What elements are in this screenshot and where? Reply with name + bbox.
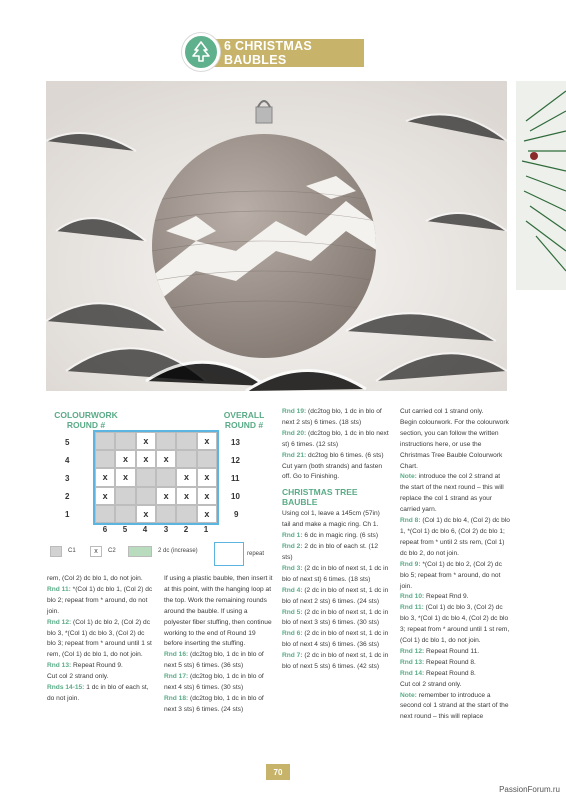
chart-cell [156,505,176,523]
legend-c2 [90,545,116,557]
instruction-text: (2 dc in blo of next st, 1 dc in blo of next st) 6 times. (18 sts) [282,564,389,583]
instruction-paragraph [400,691,510,724]
column-number: 5 [122,525,128,534]
chart-cell [136,468,156,486]
c2-swatch: x [90,546,102,557]
round-label: Rnd 3: [282,564,303,572]
column-number: 1 [203,525,209,534]
chart-cell [115,505,135,523]
legend-repeat-label: repeat [247,551,265,557]
instruction-text: (Col 1) dc blo 2, (Col 2) dc blo 3, *(Col 1) dc blo 3, (Col 2) dc blo 3; repeat from * around until 1 st rem, (Col 1) dc blo 1, do not join. [47,618,152,659]
chart-cell: x [197,432,217,450]
chart-cell [115,487,135,505]
overall-round-title: OVERALL ROUND # [223,410,265,430]
round-label: Rnd 5: [282,608,303,616]
text-column-1 [47,574,155,705]
round-label: Rnd 13: [400,658,425,666]
instruction-paragraph [282,462,390,484]
round-label: Rnd 11: [47,585,71,593]
pine-branch-photo [516,81,566,290]
overall-round-10: 10 [231,492,240,501]
round-label: Note: [400,473,417,481]
round-label: Rnd 1: [282,532,303,540]
overall-round-11: 11 [231,474,240,483]
instruction-paragraph [282,629,390,651]
chart-cell: x [197,505,217,523]
legend-c2-label: C2 [108,548,116,554]
colourwork-round-4: 4 [65,456,70,465]
instruction-paragraph [400,407,510,418]
column-number: 6 [102,525,108,534]
chart-cell [176,505,196,523]
instruction-paragraph [400,592,510,603]
page-number: 70 [266,764,290,780]
chart-cell: x [176,487,196,505]
instruction-paragraph [282,509,390,531]
instruction-paragraph [164,694,274,716]
instruction-paragraph [47,672,155,683]
chart-cell: x [136,505,156,523]
instruction-paragraph [400,647,510,658]
c1-swatch [50,546,62,557]
chart-cell [95,505,115,523]
instruction-paragraph [47,585,155,618]
instruction-paragraph [400,603,510,647]
round-label: Rnds 14-15: [47,684,85,692]
column-number: 4 [142,525,148,534]
legend-c1 [50,545,76,557]
instruction-text: Begin colourwork. For the colourwork section, you can follow the written instructions here, or use the Christmas Tree Bauble Colourwork Chart. [400,418,509,470]
instruction-text: (dc2tog blo, 1 dc in blo next st) 6 times. (12 sts) [282,429,389,448]
instruction-text: (2 dc in blo of next st, 1 dc in blo of next 4 sts) 6 times. (36 sts) [282,630,389,649]
instruction-paragraph [282,451,390,462]
chart-cell: x [197,487,217,505]
instruction-paragraph [400,418,510,473]
instruction-text: *(Col 1) dc blo 2, (Col 2) dc blo 5; repeat from * around, do not join. [400,560,502,590]
chart-cell [95,432,115,450]
legend-increase [128,545,198,557]
chart-cell: x [136,450,156,468]
instruction-text: (Col 1) dc blo 3, (Col 2) dc blo 3, *(Col 1) dc blo 4, (Col 2) dc blo 3; repeat from * around until 1 st rem, (Col 1) dc blo 1, do not join. [400,604,510,645]
instruction-paragraph [282,531,390,542]
text-column-3 [282,407,390,673]
instruction-text: Repeat Round 11. [426,647,480,655]
instruction-text: Cut carried col 1 strand only. [400,408,484,415]
instruction-paragraph [282,407,390,429]
instruction-text: (2 dc in blo of next st, 1 dc in blo of next 2 sts) 6 times. (24 sts) [282,586,389,605]
chart-cell [176,450,196,468]
instruction-paragraph [282,586,390,608]
instruction-text: introduce the col 2 strand at the start of the next round – this will replace the col 1 strand as your carried yarn. [400,473,504,514]
chart-cell: x [115,450,135,468]
chart-cell: x [95,468,115,486]
round-label: Rnd 10: [400,593,425,601]
instruction-text: 1 dc in blo of each st, do not join. [47,684,149,702]
instruction-text: Cut col 2 strand only. [47,673,109,681]
round-label: Rnd 12: [47,618,72,626]
colourwork-chart-grid [95,432,217,523]
round-label: Rnd 14: [400,669,425,677]
round-label: Rnd 8: [400,517,421,525]
instruction-text: Repeat Round 8. [426,669,476,677]
instruction-text: rem, (Col 2) dc blo 1, do not join. [47,575,143,582]
chart-cell: x [197,468,217,486]
instruction-paragraph [282,651,390,673]
instruction-text: (dc2tog blo, 1 dc in blo of next 3 sts) 6 times. (24 sts) [164,694,264,713]
instruction-paragraph [400,472,510,516]
instruction-text: (2 dc in blo of next st, 1 dc in blo of next 3 sts) 6 times. (30 sts) [282,608,389,627]
instruction-paragraph [282,608,390,630]
instruction-text: (Col 1) dc blo 4, (Col 2) dc blo 1, *(Col 1) dc blo 6, (Col 2) dc blo 1; repeat from * until 2 sts rem, (Col 1) dc blo 2, do not join. [400,517,510,557]
round-label: Rnd 11: [400,604,424,612]
instruction-paragraph [282,564,390,586]
instruction-text: If using a plastic bauble, then insert it at this point, with the hanging loop at the top. Work the remaining rounds around the bauble. If using a polyester fiber stuffing, then continue working to the end of Round 19 before inserting the stuffing. [164,575,273,648]
chart-cell: x [95,487,115,505]
instruction-text: Cut col 2 strand only. [400,680,462,688]
bauble-photo [46,81,507,391]
chart-cell [95,450,115,468]
round-label: Rnd 9: [400,560,421,568]
column-number: 2 [183,525,189,534]
instruction-text: Cut yarn (both strands) and fasten off. Go to Finishing. [282,462,383,481]
instruction-text: (dc2tog blo, 1 dc in blo of next 2 sts) 6 times. (18 sts) [282,408,382,426]
instruction-paragraph [47,618,155,662]
instruction-text: Repeat Round 9. [73,662,123,670]
instruction-paragraph [47,683,155,705]
instruction-paragraph [164,574,274,650]
legend-c1-label: C1 [68,548,76,554]
instruction-paragraph [164,672,274,694]
overall-round-13: 13 [231,438,240,447]
round-label: Rnd 12: [400,647,425,655]
instruction-paragraph [400,680,510,691]
round-label: Note: [400,691,417,699]
page-title: 6 CHRISTMAS BAUBLES [224,39,313,67]
instruction-text: *(Col 1) dc blo 1, (Col 2) dc blo 2; repeat from * around, do not join. [47,585,153,615]
repeat-swatch [214,542,244,566]
instruction-paragraph [282,542,390,564]
chart-cell [197,450,217,468]
colourwork-round-3: 3 [65,474,70,483]
column-number: 3 [163,525,169,534]
chart-cell: x [156,487,176,505]
instruction-text: 2 dc in blo of each st. (12 sts) [282,543,379,561]
round-label: Rnd 16: [164,651,189,659]
instruction-text: (2 dc in blo of next st, 1 dc in blo of next 5 sts) 6 times. (42 sts) [282,652,389,671]
round-label: Rnd 18: [164,694,189,702]
text-column-2 [164,574,274,716]
instruction-text: Using col 1, leave a 145cm (57in) tail and make a magic ring. Ch 1. [282,510,380,529]
round-label: Rnd 19: [282,408,307,415]
chart-cell [176,432,196,450]
chart-cell: x [115,468,135,486]
round-label: Rnd 20: [282,429,307,437]
round-label: Rnd 7: [282,652,303,660]
instruction-text: dc2tog blo 6 times. (6 sts) [308,451,384,459]
chart-cell [136,487,156,505]
instruction-paragraph [164,650,274,672]
instruction-paragraph [282,429,390,451]
round-label: Rnd 4: [282,586,303,594]
instruction-text: 6 dc in magic ring. (6 sts) [304,532,379,540]
chart-cell: x [156,450,176,468]
instruction-paragraph [47,574,155,585]
round-label: Rnd 21: [282,451,307,459]
watermark: PassionForum.ru [499,785,560,794]
instruction-paragraph [400,516,510,560]
christmas-tree-icon [182,33,220,71]
colourwork-round-title: COLOURWORK ROUND # [54,410,118,430]
instruction-text: remember to introduce a second col 1 strand at the start of the next round – this will replace [400,691,509,721]
colourwork-round-2: 2 [65,492,70,501]
text-column-4 [400,407,510,723]
round-label: Rnd 13: [47,662,72,670]
overall-round-9: 9 [234,510,239,519]
chart-cell [156,468,176,486]
instruction-text: (dc2tog blo, 1 dc in blo of next 4 sts) 6 times. (30 sts) [164,673,264,692]
instruction-text: Repeat Round 8. [426,658,476,666]
instruction-paragraph [400,560,510,593]
round-label: Rnd 2: [282,543,303,551]
colourwork-round-5: 5 [65,438,70,447]
legend-increase-label: 2 dc (increase) [158,548,198,554]
overall-round-12: 12 [231,456,240,465]
instruction-text: (dc2tog blo, 1 dc in blo of next 5 sts) 6 times. (36 sts) [164,651,264,670]
round-label: Rnd 6: [282,630,303,638]
christmas-tree-bauble-heading: CHRISTMAS TREE BAUBLE [282,487,358,508]
chart-cell: x [176,468,196,486]
chart-cell [156,432,176,450]
colourwork-round-1: 1 [65,510,70,519]
round-label: Rnd 17: [164,673,189,681]
instruction-text: Repeat Rnd 9. [426,593,469,601]
legend-repeat [214,541,264,567]
instruction-paragraph [47,661,155,672]
instruction-paragraph [400,658,510,669]
instruction-paragraph [400,669,510,680]
chart-cell [115,432,135,450]
chart-cell: x [136,432,156,450]
increase-swatch [128,546,152,557]
